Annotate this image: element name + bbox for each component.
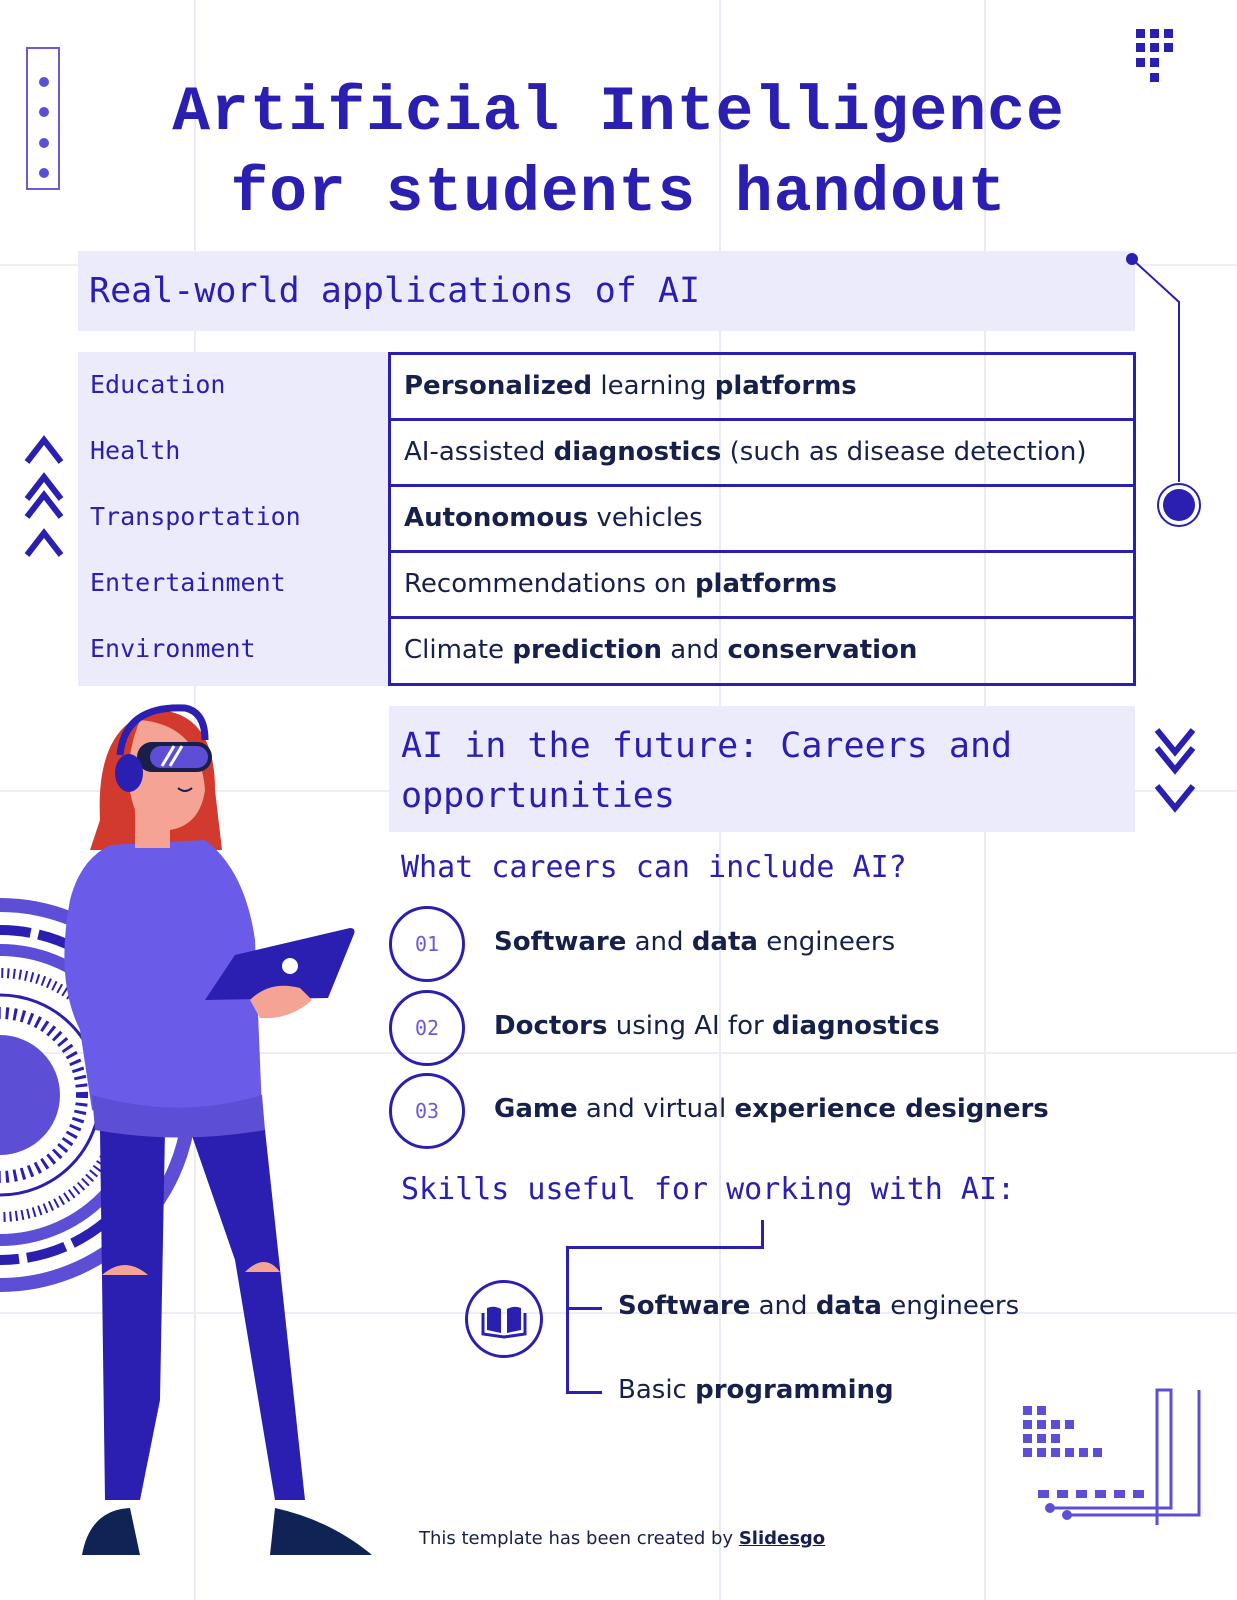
field-education: Education	[90, 370, 226, 399]
skill-item: Basic programming	[618, 1375, 894, 1405]
connector-line	[566, 1307, 602, 1310]
application-fields-column	[78, 352, 388, 686]
table-row: Climate prediction and conservation	[404, 635, 918, 665]
circuit-pixels-decoration-icon	[1000, 1385, 1237, 1540]
future-heading-line-1: AI in the future: Careers and	[401, 726, 1013, 766]
book-icon	[465, 1280, 543, 1358]
career-item: Game and virtual experience designers	[494, 1094, 1049, 1124]
chevrons-down-icon	[1153, 724, 1199, 816]
career-item: Software and data engineers	[494, 927, 896, 957]
field-entertainment: Entertainment	[90, 568, 286, 597]
title-line-2: for students handout	[230, 158, 1007, 229]
application-descriptions-table	[388, 352, 1136, 686]
table-row: Personalized learning platforms	[391, 355, 1133, 421]
circuit-connector-icon	[1120, 250, 1237, 530]
number-badge: 01	[389, 906, 465, 982]
table-row: AI-assisted diagnostics (such as disease detection)	[391, 421, 1133, 487]
number-badge: 02	[389, 990, 465, 1066]
skill-item: Software and data engineers	[618, 1291, 1020, 1321]
connector-line	[566, 1246, 569, 1393]
table-row: Recommendations on platforms	[391, 553, 1133, 619]
connector-line	[566, 1391, 602, 1394]
number-badge: 03	[389, 1073, 465, 1149]
footer-text: This template has been created by	[419, 1528, 739, 1549]
field-health: Health	[90, 436, 181, 465]
title-line-1: Artificial Intelligence	[172, 77, 1065, 148]
page-title	[0, 72, 1237, 234]
slidesgo-link[interactable]: Slidesgo	[738, 1528, 826, 1549]
footer-credit	[419, 1528, 825, 1549]
future-heading	[401, 721, 1012, 821]
skills-heading: Skills useful for working with AI:	[401, 1172, 1016, 1207]
connector-line	[566, 1246, 764, 1249]
career-item: Doctors using AI for diagnostics	[494, 1011, 940, 1041]
connector-line	[761, 1220, 764, 1249]
applications-heading: Real-world applications of AI	[89, 271, 701, 311]
careers-heading: What careers can include AI?	[401, 850, 907, 885]
field-transportation: Transportation	[90, 502, 301, 531]
future-heading-line-2: opportunities	[401, 776, 675, 816]
chevrons-up-icon	[24, 432, 66, 560]
table-row: Autonomous vehicles	[391, 487, 1133, 553]
vr-student-illustration	[0, 700, 380, 1600]
field-environment: Environment	[90, 634, 256, 663]
